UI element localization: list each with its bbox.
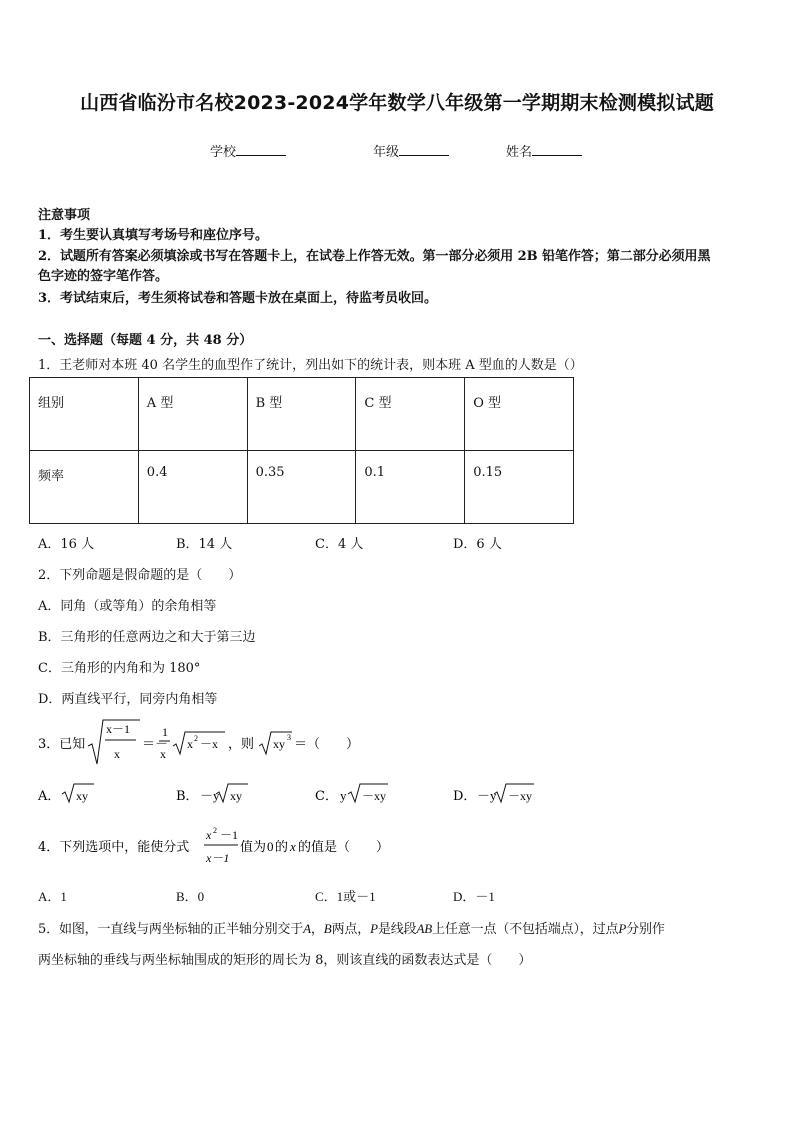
q2-option-a[interactable]: A．同角（或等角）的余角相等	[38, 599, 217, 614]
table-cell: O 型	[465, 378, 574, 451]
q4-numerator-exponent: 2	[213, 826, 217, 835]
q4-stem	[30, 824, 430, 870]
table-cell: C 型	[356, 378, 465, 451]
q5-point-b: B	[323, 921, 332, 936]
q1-option-b[interactable]: B．14 人	[176, 537, 233, 552]
q3-equals: ＝－	[142, 736, 169, 751]
q4-of: 的	[275, 840, 289, 855]
section-heading: 一、选择题（每题 4 分，共 48 分）	[38, 333, 253, 348]
option-letter: A．	[38, 789, 61, 804]
q3-option-a[interactable]	[37, 784, 94, 804]
option-radicand: xy	[76, 789, 88, 803]
q4-mid: 值为	[240, 840, 267, 855]
q4-variable: x	[290, 839, 296, 854]
q5-stem-line1	[38, 918, 665, 937]
q2-option-b[interactable]: B．三角形的任意两边之和大于第三边	[38, 630, 256, 645]
q2-option-c[interactable]: C．三角形的内角和为 180°	[38, 661, 201, 676]
q1-option-d[interactable]: D．6 人	[453, 537, 502, 552]
q3-option-c[interactable]	[315, 784, 388, 804]
grade-label: 年级	[373, 145, 400, 160]
q3-rad3-exponent: 3	[287, 733, 291, 742]
q4-numerator-base: x	[206, 828, 212, 842]
q3-coef-numerator: 1	[162, 725, 168, 739]
option-prefix: －y	[477, 788, 497, 803]
option-prefix: －y	[200, 788, 220, 803]
q1-option-a[interactable]: A．16 人	[38, 537, 95, 552]
q5-point-p: P	[370, 921, 378, 936]
q4-option-d[interactable]: D．－1	[453, 889, 495, 904]
option-radicand: －xy	[508, 789, 533, 803]
q3-option-d[interactable]	[453, 784, 534, 804]
q3-frac-numerator: x－1	[106, 722, 131, 736]
q4-option-c[interactable]: C．1或－1	[315, 889, 376, 904]
q5-stem-line2: 两坐标轴的垂线与两坐标轴围成的矩形的周长为 8，则该直线的函数表达式是（ ）	[38, 953, 532, 968]
q4-denominator: x－1	[206, 851, 230, 865]
page-title: 山西省临汾市名校2023-2024学年数学八年级第一学期期末检测模拟试题	[80, 92, 714, 114]
q5-text: 上任意一点（不包括端点），过点	[432, 922, 619, 937]
q5-point-a: A	[303, 921, 311, 936]
grade-field[interactable]	[373, 141, 449, 160]
table-cell: 组别	[30, 378, 139, 451]
q5-text: ，	[310, 922, 324, 937]
table-cell: B 型	[247, 378, 356, 451]
table-row	[30, 451, 574, 524]
q3-rad2-base: x	[187, 737, 193, 751]
q3-frac-denominator: x	[114, 747, 120, 761]
q4-prefix: 4．下列选项中，能使分式	[38, 840, 190, 855]
notes-heading: 注意事项	[38, 208, 91, 223]
q3-option-b[interactable]	[176, 784, 248, 804]
school-label: 学校	[210, 145, 237, 160]
q4-option-b[interactable]: B．0	[176, 889, 205, 904]
table-cell: 频率	[30, 451, 139, 524]
table-cell: A 型	[138, 378, 247, 451]
grade-blank	[399, 143, 449, 156]
option-letter: C．	[315, 789, 338, 804]
q5-text: 是线段	[377, 922, 417, 937]
name-label: 姓名	[506, 145, 533, 160]
q2-option-d[interactable]: D．两直线平行，同旁内角相等	[38, 692, 218, 707]
option-radicand: xy	[230, 789, 242, 803]
q3-prefix: 3．已知	[38, 737, 86, 752]
option-radicand: －xy	[362, 789, 387, 803]
option-prefix: y	[340, 788, 347, 803]
q4-zero: 0	[267, 839, 274, 854]
q4-option-a[interactable]: A．1	[38, 889, 67, 904]
q3-coef-denominator: x	[160, 747, 166, 761]
q5-text: 两点，	[331, 922, 371, 937]
table-header-row	[30, 378, 574, 451]
table-cell: 0.1	[356, 451, 465, 524]
option-letter: D．	[453, 789, 477, 804]
q5-text: 分别作	[626, 922, 665, 937]
notes-item-3: 3．考试结束后，考生须将试卷和答题卡放在桌面上，待监考员收回。	[38, 291, 438, 306]
table-cell: 0.4	[138, 451, 247, 524]
q5-point-p: P	[618, 921, 627, 936]
q3-then: ，则	[228, 737, 255, 752]
notes-item-2-cont: 色字迹的签字笔作答。	[38, 269, 169, 284]
q4-numerator-tail: －1	[220, 828, 239, 842]
q4-suffix: 的值是（ ）	[298, 840, 390, 855]
table-cell: 0.15	[465, 451, 574, 524]
q2-stem: 2．下列命题是假命题的是（ ）	[38, 568, 242, 583]
q3-suffix: ＝（ ）	[294, 737, 360, 752]
school-field[interactable]	[210, 141, 286, 160]
q1-stem: 1．王老师对本班 40 名学生的血型作了统计，列出如下的统计表，则本班 A 型血的人数是（）	[38, 358, 583, 373]
notes-item-2: 2．试题所有答案必须填涂或书写在答题卡上，在试卷上作答无效。第一部分必须用 2B 铅笔作答；第二部分必须用黑	[38, 249, 711, 264]
q5-text: 5．如图，一直线与两坐标轴的正半轴分别交于	[38, 922, 304, 937]
option-letter: B．	[176, 789, 199, 804]
q3-options	[30, 782, 570, 808]
table-cell: 0.35	[247, 451, 356, 524]
q3-rad2-exponent: 2	[194, 734, 198, 743]
notes-item-1: 1．考生要认真填写考场号和座位序号。	[38, 228, 269, 243]
blood-type-table	[29, 377, 574, 524]
name-blank	[532, 143, 582, 156]
q1-option-c[interactable]: C．4 人	[315, 537, 364, 552]
q5-segment-ab: AB	[416, 921, 433, 936]
q3-stem	[30, 716, 370, 768]
q3-rad2-tail: －x	[200, 737, 219, 751]
q3-rad3-base: xy	[273, 737, 285, 751]
school-blank	[236, 143, 286, 156]
name-field[interactable]	[506, 141, 582, 160]
